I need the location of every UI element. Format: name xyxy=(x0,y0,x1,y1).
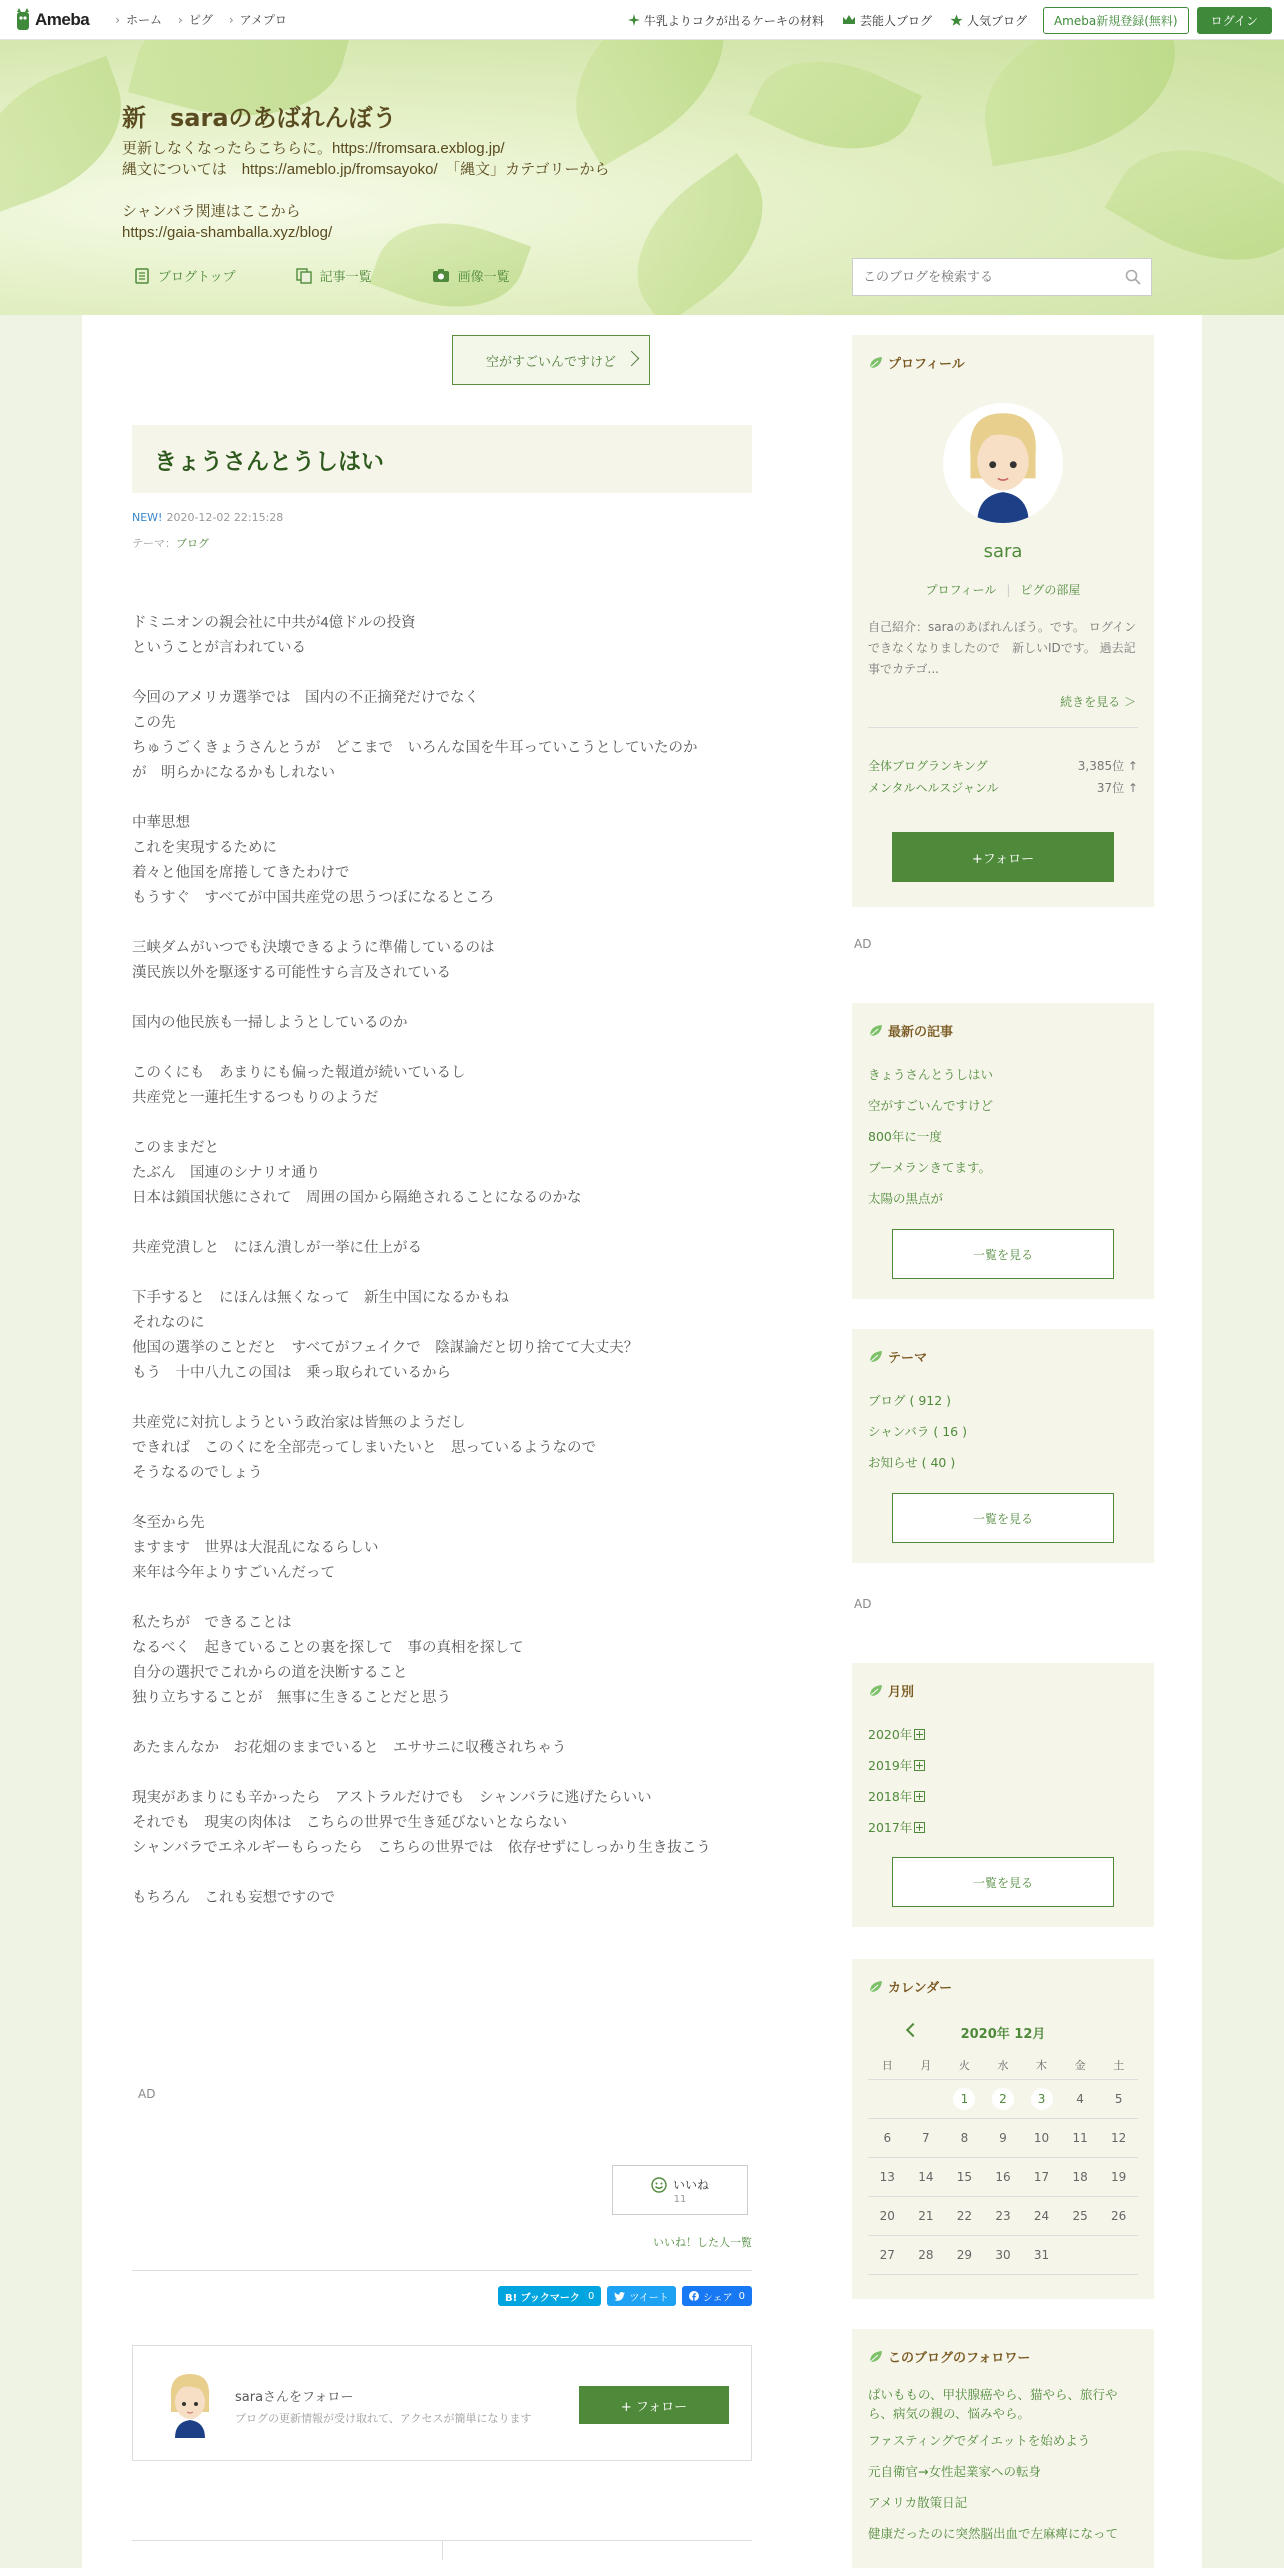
article-paragraph xyxy=(132,1611,752,1711)
follower-item[interactable]: 健康だったのに突然脳出血で左麻痺になって xyxy=(868,2526,1119,2541)
article-line: 冬至から先 xyxy=(132,1515,205,1531)
calendar-day xyxy=(907,2118,946,2157)
popular-blog-label: 人気ブログ xyxy=(966,13,1027,28)
blog-search xyxy=(852,258,1152,296)
blog-desc-line: https://gaia-shamballa.xyz/blog/ xyxy=(122,224,333,241)
calendar-day-number: 24 xyxy=(1033,2208,1050,2223)
article-line: それなのに xyxy=(132,1315,205,1331)
calendar-day-number: 19 xyxy=(1111,2169,1127,2184)
tweet-button[interactable] xyxy=(607,2286,676,2306)
follow-title: saraさんをフォロー xyxy=(235,2390,354,2405)
monthly-box xyxy=(852,1663,1154,1927)
article-line: あたまんなか お花畑のままでいると エササニに収穫されちゃう xyxy=(132,1740,567,1756)
blog-header xyxy=(0,40,1284,315)
calendar-day-number: 14 xyxy=(918,2169,934,2184)
article-line: 来年は今年よりすごいんだって xyxy=(132,1565,335,1581)
article-line: 現実があまりにも辛かったら アストラルだけでも シャンバラに逃げたらいい xyxy=(132,1790,652,1806)
calendar-day xyxy=(868,2235,907,2274)
article-line: そうなるのでしょう xyxy=(132,1465,263,1481)
like-list-link[interactable]: いいね！した人一覧 xyxy=(653,2236,752,2249)
blog-desc-line: シャンバラ関連はここから xyxy=(122,203,301,220)
article-paragraph xyxy=(132,936,752,986)
calendar-weekday: 日 xyxy=(868,2051,907,2079)
calendar-day xyxy=(945,2196,984,2235)
calendar-day-number: 18 xyxy=(1072,2169,1088,2184)
calendar-day xyxy=(1022,2196,1061,2235)
month-item[interactable] xyxy=(868,1719,925,1750)
calendar-day-number: 13 xyxy=(879,2169,895,2184)
calendar-day-number: 29 xyxy=(956,2247,973,2262)
latest-item[interactable]: ブーメランきてます。 xyxy=(868,1160,992,1175)
article-line: これを実現するために xyxy=(132,840,277,856)
fb-label: シェア xyxy=(702,2292,733,2304)
search-input[interactable] xyxy=(853,270,1115,285)
calendar-day-number: 6 xyxy=(883,2130,892,2145)
latest-item[interactable]: 太陽の黒点が xyxy=(868,1191,944,1206)
article-paragraph xyxy=(132,1786,752,1861)
ranking-overall-label[interactable]: 全体ブログランキング xyxy=(868,759,988,773)
theme-item[interactable]: シャンバラ ( 16 ) xyxy=(868,1424,967,1439)
theme-label: テーマ： xyxy=(132,537,176,550)
profile-follow-button[interactable]: +フォロー xyxy=(892,832,1114,882)
calendar-week xyxy=(868,2079,1138,2118)
calendar-day-number: 22 xyxy=(956,2208,973,2223)
twitter-icon xyxy=(614,2292,625,2301)
article-title[interactable]: きょうさんとうしはい xyxy=(132,425,752,493)
article-paragraph xyxy=(132,1736,752,1761)
article-line: 三峡ダムがいつでも決壊できるように準備しているのは xyxy=(132,940,495,956)
ad-label: AD xyxy=(138,2087,156,2101)
star-icon xyxy=(950,14,963,27)
theme-item[interactable]: ブログ ( 912 ) xyxy=(868,1393,952,1408)
calendar-day xyxy=(868,2079,907,2118)
calendar-weekday: 金 xyxy=(1061,2051,1100,2079)
main-content xyxy=(82,315,1202,2568)
month-label: 2020年 xyxy=(868,1727,913,1742)
share-buttons xyxy=(492,2286,752,2306)
article-line: 独り立ちすることが 無事に生きることだと思う xyxy=(132,1690,451,1706)
theme-box xyxy=(852,1329,1154,1563)
article-meta xyxy=(132,511,283,524)
monthly-list xyxy=(868,1719,925,1843)
ad-label: AD xyxy=(854,937,872,951)
article-paragraph xyxy=(132,811,752,911)
calendar-day xyxy=(945,2157,984,2196)
calendar-day-number: 23 xyxy=(995,2208,1011,2223)
tweet-label: ツイート xyxy=(629,2292,669,2304)
hatena-bookmark-button[interactable] xyxy=(498,2286,601,2306)
article-paragraph xyxy=(132,1236,752,1261)
logo-text: Ameba xyxy=(35,9,90,29)
profile-more-link[interactable]: 続きを見る ＞ xyxy=(1060,695,1136,709)
calendar-week xyxy=(868,2118,1138,2157)
calendar-day xyxy=(984,2235,1023,2274)
latest-item[interactable]: 800年に一度 xyxy=(868,1129,942,1144)
calendar-day xyxy=(868,2118,907,2157)
calendar-day xyxy=(945,2235,984,2274)
latest-list xyxy=(868,1059,993,1214)
calendar-grid xyxy=(868,2051,1138,2275)
divider xyxy=(868,727,1138,728)
calendar-day-number: 28 xyxy=(918,2247,934,2262)
nav-blog-top-label: ブログトップ xyxy=(158,270,236,285)
article-line: 下手すると にほんは無くなって 新生中国になるかもね xyxy=(132,1290,509,1306)
article-line: 中華思想 xyxy=(132,815,190,831)
calendar-day[interactable] xyxy=(945,2079,984,2118)
smile-icon xyxy=(651,2177,667,2193)
calendar-day-number: 21 xyxy=(918,2208,934,2223)
nav-entry-list[interactable] xyxy=(296,266,372,285)
article-line: シャンバラでエネルギーもらったら こちらの世界では 依存せずにしっかり生き抜こう xyxy=(132,1840,711,1856)
calendar-day[interactable] xyxy=(984,2079,1023,2118)
copy-icon xyxy=(296,268,312,284)
profile-description: 自己紹介：saraのあばれんぼう。です。 ログインできなくなりましたので 新しいIDです。 過去記事でカテゴ... xyxy=(868,620,1137,676)
follower-item[interactable]: ファスティングでダイエットを始めよう xyxy=(868,2433,1091,2448)
profile-heading xyxy=(868,353,965,372)
article-line: 他国の選挙のことだと すべてがフェイクで 陰謀論だと切り捨てて大丈夫？ xyxy=(132,1340,639,1356)
profile-heading-label: プロフィール xyxy=(888,357,965,372)
article-line: できれば このくにを全部売ってしまいたいと 思っているようなので xyxy=(132,1440,596,1456)
facebook-share-button[interactable] xyxy=(682,2286,752,2306)
latest-entries-box xyxy=(852,1003,1154,1299)
calendar-weekday: 火 xyxy=(945,2051,984,2079)
article-paragraph xyxy=(132,686,752,786)
nav-pigg[interactable]: › ピグ xyxy=(178,11,213,28)
calendar-weekday: 土 xyxy=(1099,2051,1138,2079)
calendar-day-number: 27 xyxy=(879,2247,895,2262)
latest-more-button[interactable]: 一覧を見る xyxy=(892,1229,1114,1279)
theme-more-button[interactable]: 一覧を見る xyxy=(892,1493,1114,1543)
article-line: この先 xyxy=(132,715,176,731)
calendar-day-number: 31 xyxy=(1033,2247,1050,2262)
article-line: 国内の他民族も一掃しようとしているのか xyxy=(132,1015,408,1031)
calendar-day-number: 20 xyxy=(879,2208,895,2223)
profile-box xyxy=(852,335,1154,907)
month-label: 2017年 xyxy=(868,1820,913,1835)
month-item[interactable] xyxy=(868,1781,925,1812)
article-paragraph xyxy=(132,1886,752,1911)
divider xyxy=(132,2270,752,2271)
ameba-mascot-icon xyxy=(14,8,32,32)
new-badge: NEW! xyxy=(132,511,163,524)
calendar-week xyxy=(868,2196,1138,2235)
pigg-room-link[interactable]: ピグの部屋 xyxy=(1020,583,1081,597)
calendar-day-number: 30 xyxy=(995,2247,1011,2262)
calendar-weekday: 水 xyxy=(984,2051,1023,2079)
article-line: このままだと xyxy=(132,1140,219,1156)
theme-heading-label: テーマ xyxy=(888,1351,928,1366)
popular-blog-link[interactable] xyxy=(950,12,1027,29)
celebrity-blog-label: 芸能人ブログ xyxy=(859,13,932,28)
calendar-day xyxy=(1061,2157,1100,2196)
calendar-day-number: 26 xyxy=(1111,2208,1127,2223)
calendar-day xyxy=(868,2157,907,2196)
celebrity-blog-link[interactable] xyxy=(842,12,932,29)
calendar-day-number[interactable]: 2 xyxy=(992,2088,1014,2110)
article-line: ということが言われている xyxy=(132,640,306,656)
profile-links: プロフィール | ピグの部屋 xyxy=(925,583,1081,597)
latest-heading xyxy=(868,1021,953,1040)
crown-icon xyxy=(842,14,856,26)
calendar-month: 2020年 12月 xyxy=(960,2027,1046,2042)
calendar-day xyxy=(907,2079,946,2118)
month-label: 2019年 xyxy=(868,1758,913,1773)
calendar-day xyxy=(907,2157,946,2196)
article-line: 日本は鎖国状態にされて 周囲の国から隔絶されることになるのかな xyxy=(132,1190,582,1206)
theme-heading xyxy=(868,1347,927,1366)
calendar-week xyxy=(868,2235,1138,2274)
article-line: このくにも あまりにも偏った報道が続いているし xyxy=(132,1065,466,1081)
monthly-heading-label: 月別 xyxy=(888,1685,915,1700)
like-button[interactable] xyxy=(612,2165,748,2215)
ranking-genre-value: 37位 ↑ xyxy=(1096,781,1138,795)
article-line: 共産党に対抗しようという政治家は皆無のようだし xyxy=(132,1415,466,1431)
register-button[interactable]: Ameba新規登録(無料) xyxy=(1043,7,1189,34)
calendar-day xyxy=(1022,2118,1061,2157)
calendar-day-number: 17 xyxy=(1033,2169,1050,2184)
calendar-day-number: 15 xyxy=(956,2169,973,2184)
follower-item[interactable]: 元自衛官→女性起業家への転身 xyxy=(868,2464,1041,2479)
leaf-icon xyxy=(868,1980,884,1994)
leaf-icon xyxy=(868,1350,884,1364)
theme-link[interactable]: ブログ xyxy=(176,537,209,550)
blog-desc-line: 更新しなくなったらこちらに。https://fromsara.exblog.jp/ xyxy=(122,140,505,157)
ameba-logo[interactable] xyxy=(14,8,89,32)
calendar-day xyxy=(1061,2235,1100,2274)
login-button[interactable]: ログイン xyxy=(1197,7,1272,34)
calendar-day xyxy=(1099,2079,1138,2118)
calendar-day xyxy=(1099,2235,1138,2274)
leaf-decoration xyxy=(606,153,794,315)
calendar-heading xyxy=(868,1977,952,1996)
nav-entry-list-label: 記事一覧 xyxy=(319,270,372,285)
facebook-icon xyxy=(689,2291,699,2301)
calendar-day[interactable] xyxy=(1022,2079,1061,2118)
blog-title[interactable]: 新 saraのあばれんぼう xyxy=(122,104,397,132)
hatena-count: 0 xyxy=(587,2290,595,2302)
article-line: ますます 世界は大混乱になるらしい xyxy=(132,1540,379,1556)
calendar-day xyxy=(907,2235,946,2274)
calendar-day xyxy=(1099,2157,1138,2196)
calendar-day-number: 25 xyxy=(1072,2208,1088,2223)
calendar-day xyxy=(984,2196,1023,2235)
like-label: いいね xyxy=(672,2178,709,2192)
calendar-day xyxy=(907,2196,946,2235)
latest-heading-label: 最新の記事 xyxy=(888,1025,954,1040)
calendar-day xyxy=(984,2118,1023,2157)
profile-avatar[interactable] xyxy=(943,403,1063,523)
month-label: 2018年 xyxy=(868,1789,913,1804)
calendar-week xyxy=(868,2157,1138,2196)
followers-list xyxy=(868,2385,1138,2543)
calendar-day-number: 8 xyxy=(960,2130,969,2145)
follower-item[interactable]: ぱいももの、甲状腺癌やら、猫やら、旅行やら、病気の親の、悩みやら。 xyxy=(868,2387,1118,2421)
leaf-icon xyxy=(868,1024,884,1038)
article-theme xyxy=(132,535,209,551)
article-line: 私たちが できることは xyxy=(132,1615,292,1631)
article-line: ちゅうごくきょうさんとうが どこまで いろんな国を牛耳っていこうとしていたのか xyxy=(132,740,698,756)
nav-blog-top[interactable] xyxy=(134,266,236,285)
followers-heading xyxy=(868,2347,1030,2366)
article-paragraph xyxy=(132,1061,752,1111)
article-line: 漢民族以外を駆逐する可能性すら言及されている xyxy=(132,965,451,981)
nav-image-list-label: 画像一覧 xyxy=(457,270,510,285)
previous-entry-label: 空がすごいんですけど xyxy=(485,354,616,370)
calendar-day xyxy=(1099,2196,1138,2235)
article-line: ドミニオンの親会社に中共が4億ドルの投資 xyxy=(132,615,416,631)
article-paragraph xyxy=(132,1511,752,1586)
calendar-day xyxy=(984,2157,1023,2196)
trend-link-label: 牛乳よりコクが出るケーキの材料 xyxy=(643,13,824,28)
calendar-day xyxy=(1099,2118,1138,2157)
article-line: 着々と他国を席捲してきたわけで xyxy=(132,865,350,881)
expand-icon[interactable] xyxy=(914,1760,925,1771)
article-line: 共産党潰しと にほん潰しが一挙に仕上がる xyxy=(132,1240,422,1256)
calendar-weekday: 月 xyxy=(907,2051,946,2079)
blog-desc-line: 縄文については https://ameblo.jp/fromsayoko/ 「縄文」カテゴリーから xyxy=(122,161,610,178)
trend-link[interactable] xyxy=(628,12,824,29)
article-paragraph xyxy=(132,1411,752,1486)
article-body xyxy=(132,611,752,1936)
theme-item[interactable]: お知らせ ( 40 ) xyxy=(868,1455,956,1470)
sparkle-icon xyxy=(628,14,640,26)
latest-item[interactable]: 空がすごいんですけど xyxy=(868,1098,994,1113)
article-line: なるべく 起きていることの裏を探して 事の真相を探して xyxy=(132,1640,524,1656)
ranking-genre-label[interactable]: メンタルヘルスジャンル xyxy=(868,781,999,795)
like-count: 11 xyxy=(673,2194,687,2205)
latest-item[interactable]: きょうさんとうしはい xyxy=(868,1067,994,1082)
month-item[interactable] xyxy=(868,1812,925,1843)
calendar-heading-label: カレンダー xyxy=(888,1981,953,1996)
article-line: もう 十中八九この国は 乗っ取られているから xyxy=(132,1365,451,1381)
calendar-day xyxy=(1022,2157,1061,2196)
blog-desc-line xyxy=(122,180,610,201)
ad-label: AD xyxy=(854,1597,872,1611)
month-item[interactable] xyxy=(868,1750,925,1781)
calendar-day-number: 4 xyxy=(1076,2091,1084,2106)
header-nav xyxy=(134,266,570,285)
article-date: 2020-12-02 22:15:28 xyxy=(166,511,284,524)
profile-name[interactable]: sara xyxy=(983,541,1023,562)
calendar-day xyxy=(1061,2118,1100,2157)
article-line: が 明らかになるかもしれない xyxy=(132,765,335,781)
camera-icon xyxy=(432,268,450,283)
hatena-label: B! ブックマーク xyxy=(504,2292,580,2304)
article-line: もちろん これも妄想ですので xyxy=(132,1890,335,1906)
divider xyxy=(442,2540,443,2560)
ameba-topbar xyxy=(0,0,1284,40)
article-paragraph xyxy=(132,611,752,661)
leaf-icon xyxy=(868,1684,884,1698)
nav-amepro[interactable]: › アメプロ xyxy=(229,11,287,28)
calendar-day-number: 5 xyxy=(1114,2091,1123,2106)
leaf-decoration xyxy=(970,40,1190,166)
calendar-day-number: 16 xyxy=(995,2169,1011,2184)
leaf-icon xyxy=(868,356,884,370)
calendar-day xyxy=(868,2196,907,2235)
article-line: それでも 現実の肉体は こちらの世界で生き延びないとならない xyxy=(132,1815,567,1831)
article-line: もうすぐ すべてが中国共産党の思うつぼになるところ xyxy=(132,890,495,906)
calendar-weekday: 木 xyxy=(1022,2051,1061,2079)
followers-heading-label: このブログのフォロワー xyxy=(888,2351,1031,2366)
article-paragraph xyxy=(132,1286,752,1386)
theme-list xyxy=(868,1385,967,1478)
ranking-overall xyxy=(868,757,1138,774)
calendar-day-number: 7 xyxy=(922,2130,930,2145)
article-paragraph xyxy=(132,1011,752,1036)
nav-home[interactable]: › ホーム xyxy=(115,11,162,28)
calendar-day xyxy=(1061,2079,1100,2118)
calendar-day-number: 12 xyxy=(1111,2130,1127,2145)
article-line: 自分の選択でこれからの道を決断すること xyxy=(132,1665,408,1681)
calendar-day-number[interactable]: 3 xyxy=(1031,2088,1053,2110)
ranking-overall-value: 3,385位 ↑ xyxy=(1077,759,1138,773)
article-line: 今回のアメリカ選挙では 国内の不正摘発だけでなく xyxy=(132,690,479,706)
calendar-day xyxy=(945,2118,984,2157)
calendar-day-number[interactable]: 1 xyxy=(953,2088,975,2110)
calendar-day-number: 9 xyxy=(999,2130,1007,2145)
article-line: 共産党と一蓮托生するつもりのようだ xyxy=(132,1090,379,1106)
document-icon xyxy=(134,268,150,284)
follow-subtitle: ブログの更新情報が受け取れて、アクセスが簡単になります xyxy=(235,2412,532,2425)
monthly-more-button[interactable]: 一覧を見る xyxy=(892,1857,1114,1907)
expand-icon[interactable] xyxy=(914,1822,925,1833)
article-line: たぶん 国連のシナリオ通り xyxy=(132,1165,321,1181)
nav-image-list[interactable] xyxy=(432,266,510,285)
calendar-day xyxy=(1022,2235,1061,2274)
leaf-decoration xyxy=(748,40,922,177)
monthly-heading xyxy=(868,1681,914,1700)
follow-button[interactable]: + フォロー xyxy=(579,2386,729,2424)
follower-item[interactable]: アメリカ散策日記 xyxy=(868,2495,968,2510)
previous-entry-button[interactable] xyxy=(452,335,650,385)
article-paragraph xyxy=(132,1136,752,1211)
leaf-icon xyxy=(868,2350,884,2364)
expand-icon[interactable] xyxy=(914,1729,925,1740)
expand-icon[interactable] xyxy=(914,1791,925,1802)
follow-box xyxy=(132,2345,752,2461)
search-icon[interactable] xyxy=(1115,269,1151,285)
calendar-day-number: 11 xyxy=(1072,2130,1088,2145)
profile-link[interactable]: プロフィール xyxy=(925,583,997,597)
calendar-day-number: 10 xyxy=(1033,2130,1050,2145)
calendar-box xyxy=(852,1959,1154,2299)
followers-box xyxy=(852,2329,1154,2568)
ranking-genre xyxy=(868,779,1138,796)
avatar xyxy=(155,2368,225,2438)
blog-description xyxy=(122,138,610,243)
calendar-day xyxy=(1061,2196,1100,2235)
fb-count: 0 xyxy=(738,2290,745,2302)
